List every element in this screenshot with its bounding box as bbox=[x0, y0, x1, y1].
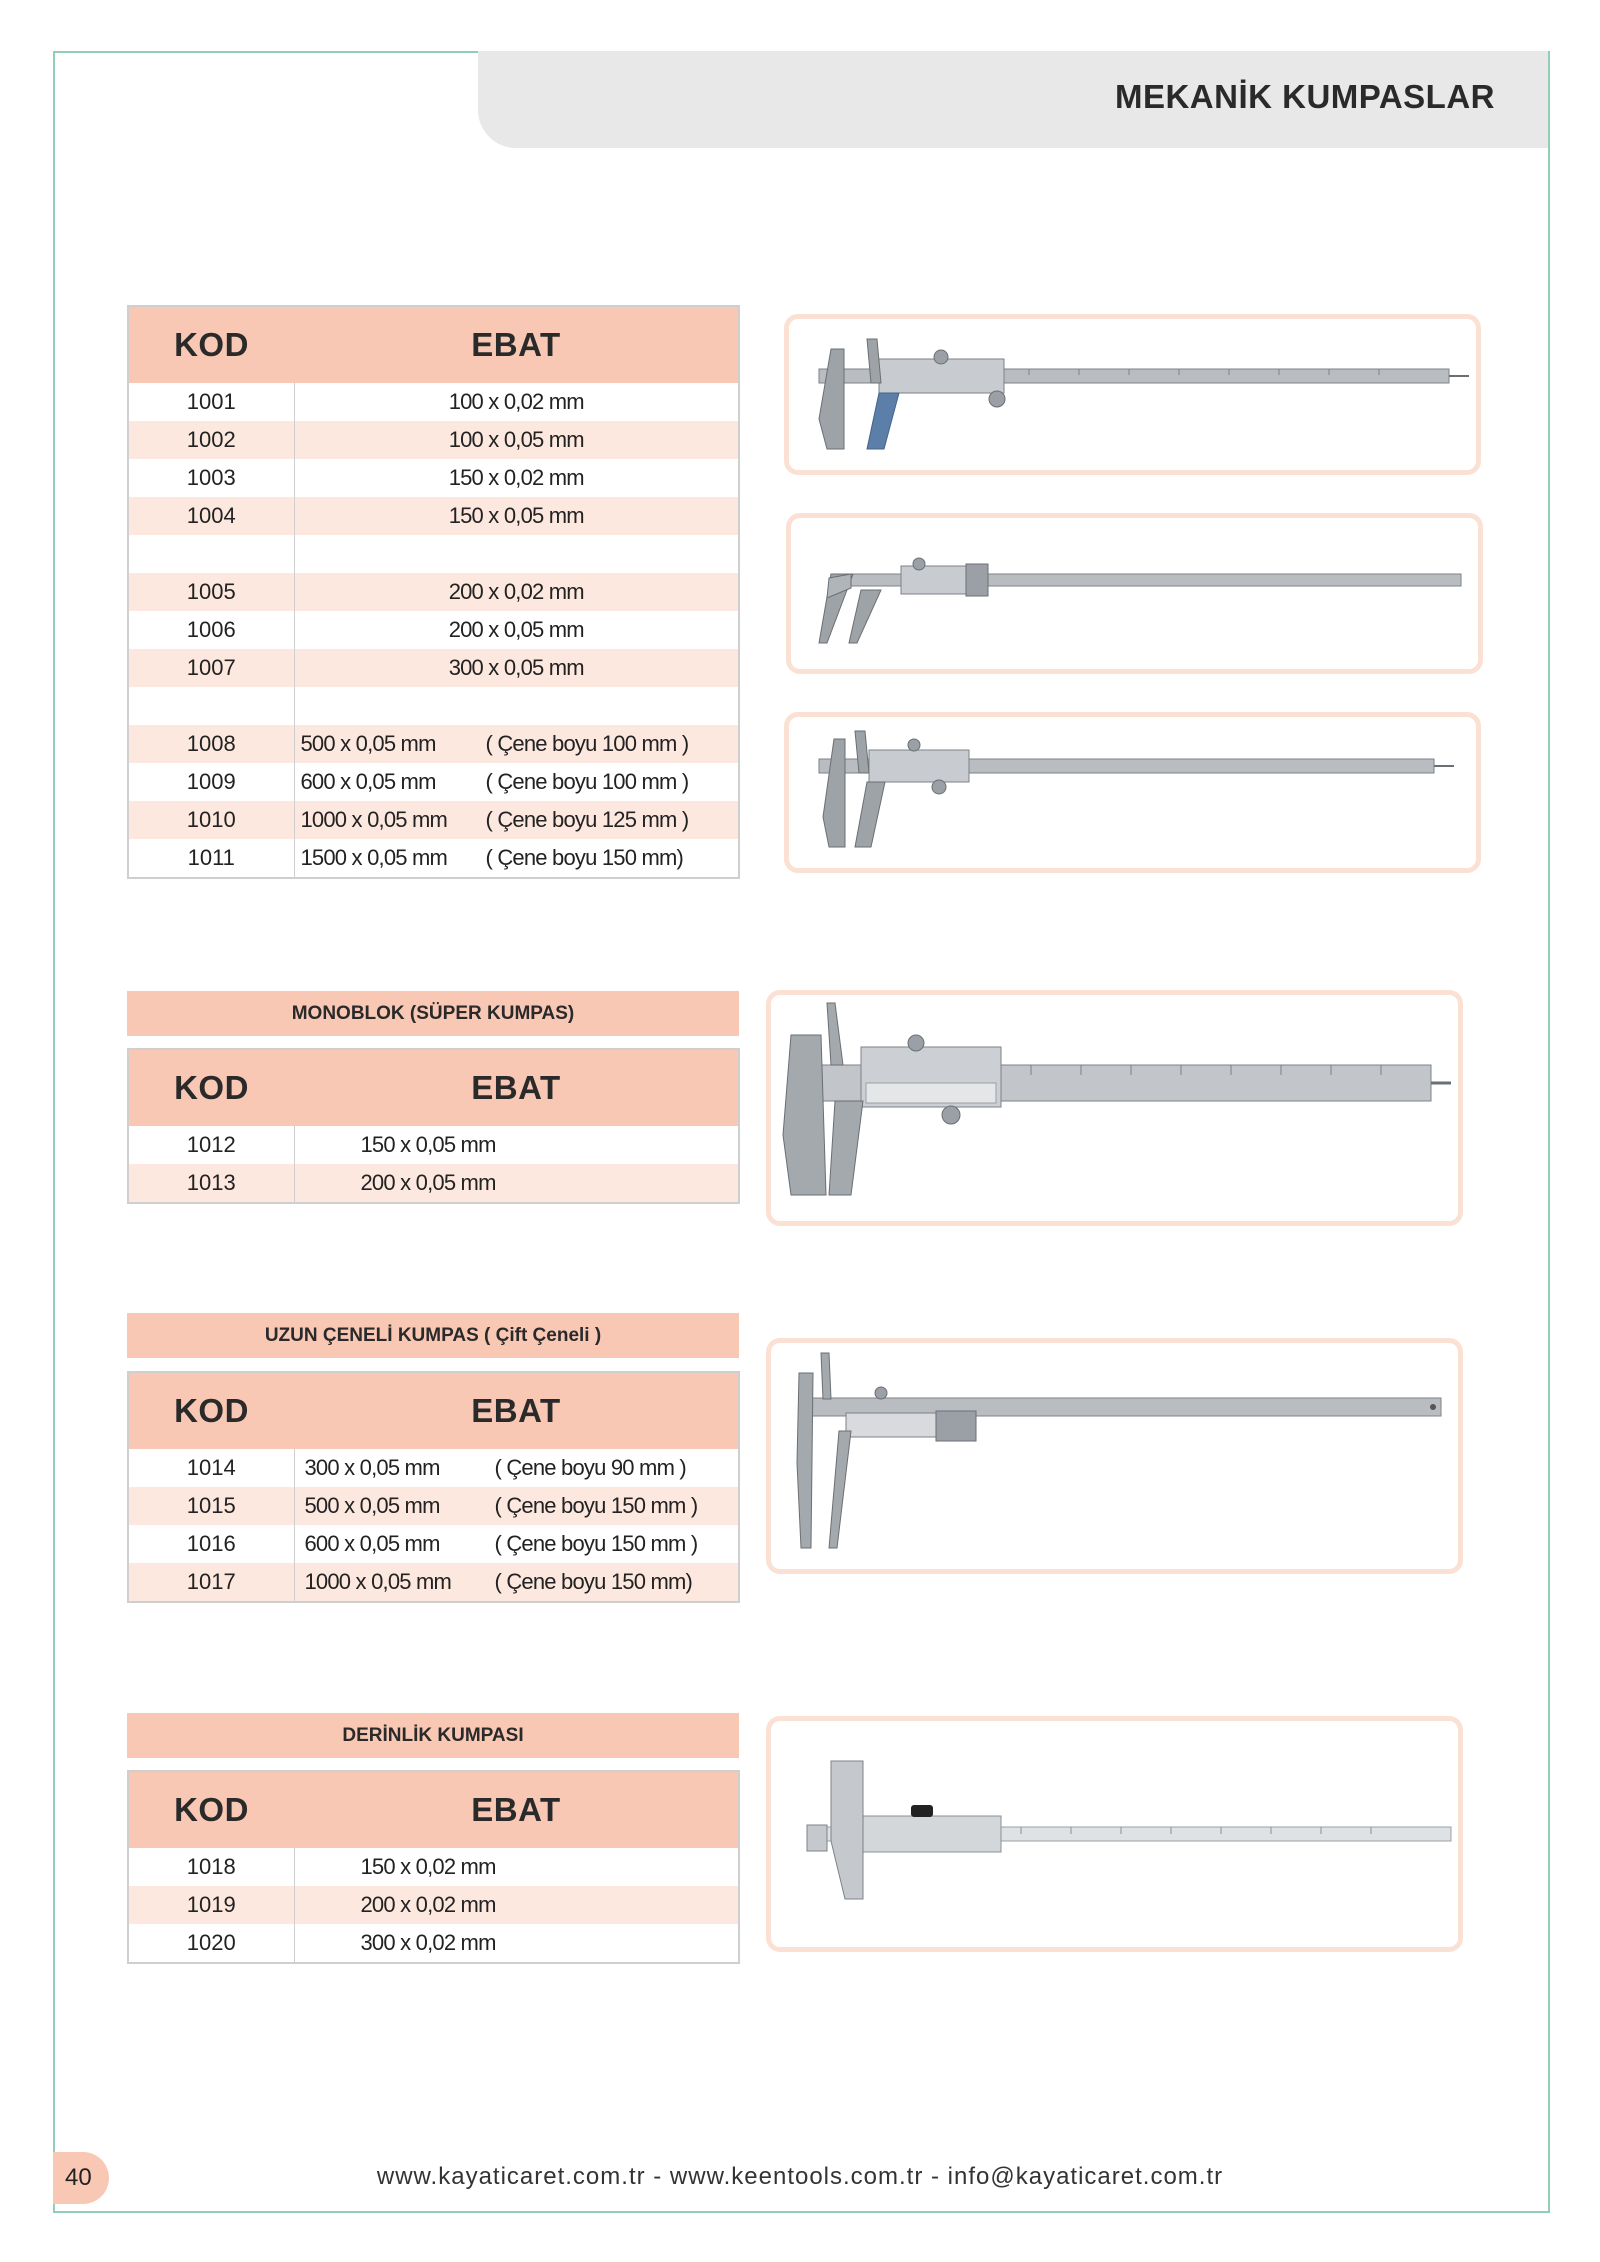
table-row bbox=[128, 839, 739, 878]
kod-cell bbox=[128, 535, 294, 573]
product-image-monoblock bbox=[766, 990, 1463, 1226]
size-value: 100 x 0,05 mm bbox=[294, 421, 739, 459]
spec-table-2 bbox=[127, 1048, 740, 1204]
table-row bbox=[128, 1886, 739, 1924]
size-value: 600 x 0,05 mm bbox=[304, 1531, 440, 1556]
size-value: 200 x 0,05 mm bbox=[294, 611, 739, 649]
size-value: 200 x 0,02 mm bbox=[294, 1886, 739, 1924]
kod-cell: 1004 bbox=[128, 497, 294, 535]
table-row bbox=[128, 611, 739, 649]
table-row bbox=[128, 1924, 739, 1963]
product-image-caliper-1 bbox=[784, 314, 1481, 475]
kod-header: KOD bbox=[128, 1049, 294, 1126]
table-row bbox=[128, 1848, 739, 1886]
ebat-header: EBAT bbox=[294, 1771, 739, 1848]
kod-cell: 1017 bbox=[128, 1563, 294, 1602]
size-value: 200 x 0,02 mm bbox=[294, 573, 739, 611]
kod-cell: 1009 bbox=[128, 763, 294, 801]
table-row bbox=[128, 1126, 739, 1164]
kod-cell: 1003 bbox=[128, 459, 294, 497]
jaw-length-note: ( Çene boyu 100 mm ) bbox=[485, 731, 689, 756]
jaw-length-note: ( Çene boyu 125 mm ) bbox=[485, 807, 689, 832]
jaw-length-note: ( Çene boyu 150 mm ) bbox=[494, 1531, 698, 1556]
size-value: 200 x 0,05 mm bbox=[294, 1164, 739, 1203]
jaw-length-note: ( Çene boyu 150 mm) bbox=[494, 1569, 693, 1594]
ebat-header: EBAT bbox=[294, 1049, 739, 1126]
table-body bbox=[128, 383, 739, 878]
ebat-header: EBAT bbox=[294, 1372, 739, 1449]
section-title-uzun-ceneli: UZUN ÇENELİ KUMPAS ( Çift Çeneli ) bbox=[127, 1313, 739, 1358]
kod-cell: 1019 bbox=[128, 1886, 294, 1924]
size-value: 500 x 0,05 mm bbox=[300, 731, 436, 756]
size-value: 1000 x 0,05 mm bbox=[304, 1569, 452, 1594]
ebat-cell bbox=[294, 1525, 739, 1563]
size-value: 150 x 0,05 mm bbox=[294, 1126, 739, 1164]
product-image-long-jaw bbox=[766, 1338, 1463, 1574]
product-image-caliper-2 bbox=[786, 513, 1483, 674]
kod-cell: 1001 bbox=[128, 383, 294, 421]
kod-cell: 1016 bbox=[128, 1525, 294, 1563]
jaw-length-note: ( Çene boyu 150 mm ) bbox=[494, 1493, 698, 1518]
table-row bbox=[128, 535, 739, 573]
long-jaw-caliper-icon bbox=[771, 1343, 1458, 1569]
table-row bbox=[128, 497, 739, 535]
table-row bbox=[128, 687, 739, 725]
kod-cell: 1012 bbox=[128, 1126, 294, 1164]
table-row bbox=[128, 459, 739, 497]
monoblock-caliper-icon bbox=[771, 995, 1458, 1221]
ebat-cell bbox=[294, 1487, 739, 1525]
kod-cell: 1018 bbox=[128, 1848, 294, 1886]
table-row bbox=[128, 1164, 739, 1203]
ebat-cell bbox=[294, 839, 739, 878]
size-value: 1000 x 0,05 mm bbox=[300, 807, 448, 832]
ebat-cell bbox=[294, 1563, 739, 1602]
vernier-caliper-long-icon bbox=[791, 518, 1478, 669]
page-title: MEKANİK KUMPASLAR bbox=[1114, 78, 1495, 115]
ebat-cell bbox=[294, 801, 739, 839]
vernier-caliper-icon bbox=[789, 717, 1476, 868]
table-row bbox=[128, 801, 739, 839]
size-value: 300 x 0,05 mm bbox=[304, 1455, 440, 1480]
kod-cell bbox=[128, 687, 294, 725]
size-value bbox=[294, 687, 739, 725]
spec-table-3 bbox=[127, 1371, 740, 1603]
page-number: 40 bbox=[53, 2152, 109, 2204]
table-row bbox=[128, 573, 739, 611]
product-image-caliper-3 bbox=[784, 712, 1481, 873]
depth-gauge-icon bbox=[771, 1721, 1458, 1947]
table-row bbox=[128, 1449, 739, 1487]
ebat-header: EBAT bbox=[294, 306, 739, 383]
spec-table-1 bbox=[127, 305, 740, 879]
size-value: 500 x 0,05 mm bbox=[304, 1493, 440, 1518]
ebat-cell bbox=[294, 725, 739, 763]
table-row bbox=[128, 763, 739, 801]
size-value: 1500 x 0,05 mm bbox=[300, 845, 448, 870]
vernier-caliper-icon bbox=[789, 319, 1476, 470]
spec-table-4 bbox=[127, 1770, 740, 1964]
jaw-length-note: ( Çene boyu 100 mm ) bbox=[485, 769, 689, 794]
kod-header: KOD bbox=[128, 1771, 294, 1848]
jaw-length-note: ( Çene boyu 90 mm ) bbox=[494, 1455, 686, 1480]
size-value: 300 x 0,05 mm bbox=[294, 649, 739, 687]
product-image-depth-gauge bbox=[766, 1716, 1463, 1952]
table-row bbox=[128, 1525, 739, 1563]
footer-contact: www.kayaticaret.com.tr - www.keentools.com.tr - info@kayaticaret.com.tr bbox=[376, 2163, 1224, 2190]
table-body bbox=[128, 1449, 739, 1602]
kod-cell: 1007 bbox=[128, 649, 294, 687]
size-value: 300 x 0,02 mm bbox=[294, 1924, 739, 1963]
kod-cell: 1005 bbox=[128, 573, 294, 611]
ebat-cell bbox=[294, 1449, 739, 1487]
size-value: 600 x 0,05 mm bbox=[300, 769, 436, 794]
size-value bbox=[294, 535, 739, 573]
kod-cell: 1013 bbox=[128, 1164, 294, 1203]
section-title-derinlik: DERİNLİK KUMPASI bbox=[127, 1713, 739, 1758]
table-row bbox=[128, 1563, 739, 1602]
kod-header: KOD bbox=[128, 1372, 294, 1449]
kod-cell: 1006 bbox=[128, 611, 294, 649]
size-value: 150 x 0,05 mm bbox=[294, 497, 739, 535]
size-value: 100 x 0,02 mm bbox=[294, 383, 739, 421]
table-row bbox=[128, 725, 739, 763]
jaw-length-note: ( Çene boyu 150 mm) bbox=[485, 845, 684, 870]
table-row bbox=[128, 1487, 739, 1525]
table-row bbox=[128, 649, 739, 687]
section-title-monoblok: MONOBLOK (SÜPER KUMPAS) bbox=[127, 991, 739, 1036]
table-body bbox=[128, 1848, 739, 1963]
table-body bbox=[128, 1126, 739, 1203]
kod-cell: 1014 bbox=[128, 1449, 294, 1487]
kod-cell: 1020 bbox=[128, 1924, 294, 1963]
ebat-cell bbox=[294, 763, 739, 801]
kod-header: KOD bbox=[128, 306, 294, 383]
kod-cell: 1010 bbox=[128, 801, 294, 839]
table-row bbox=[128, 383, 739, 421]
size-value: 150 x 0,02 mm bbox=[294, 459, 739, 497]
kod-cell: 1015 bbox=[128, 1487, 294, 1525]
kod-cell: 1011 bbox=[128, 839, 294, 878]
size-value: 150 x 0,02 mm bbox=[294, 1848, 739, 1886]
kod-cell: 1008 bbox=[128, 725, 294, 763]
table-row bbox=[128, 421, 739, 459]
kod-cell: 1002 bbox=[128, 421, 294, 459]
